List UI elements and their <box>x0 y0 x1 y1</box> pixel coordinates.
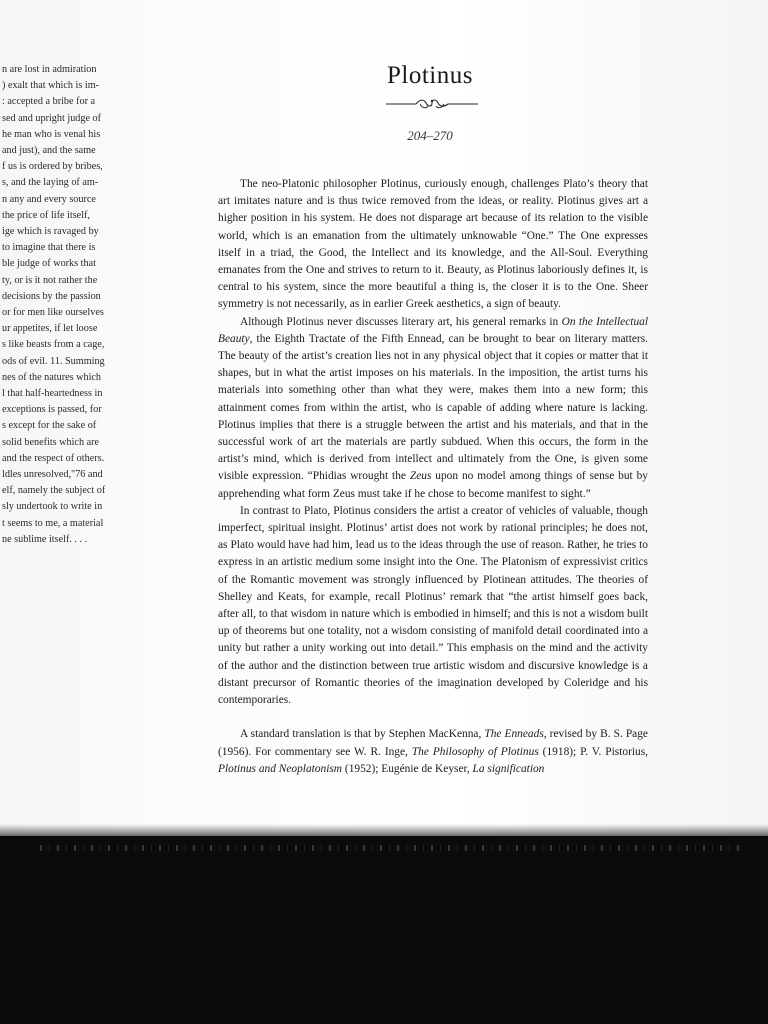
margin-text-line: sly undertook to write in <box>2 501 103 513</box>
margin-text-line: s, and the laying of am- <box>2 177 99 189</box>
margin-text-line: ige which is ravaged by <box>2 226 99 238</box>
life-dates: 204–270 <box>407 128 453 143</box>
margin-text-line: nes of the natures which <box>2 371 102 383</box>
margin-text-line: l that half-heartedness in <box>2 388 103 400</box>
margin-text-line: ldles unresolved,"76 and <box>2 469 103 481</box>
italic-title: On the Intellectual Beauty <box>218 315 649 345</box>
text-run: , the Eighth Tractate of the Fifth Ennead, can be brought to bear on literary matters. The beauty of the artist’s creation lies not in any physical object that it copies or matter that it shapes, but in what the artist imposes on his materials. In the imposition, the artist turns his materials into something other than what they were, makes them into a new form; this attainment comes from within the artist, who is capable of adding where nature is lacking. Plotinus implies that there is a struggle between the artist and his materials, and that in the successful work of art the materials are partly subdued. When this occurs, the form in the artist’s mind, which is derived from intellect and ultimately from the One, is given some visible expression. “Phidias wrought the <box>218 332 648 483</box>
text-run: (1918); P. V. Pistorius, <box>538 745 649 758</box>
margin-text-line: n any and every source <box>2 193 96 205</box>
margin-text-line: ) exalt that which is im- <box>2 80 100 92</box>
italic-title: The Philosophy of Plotinus <box>411 745 539 758</box>
body-paragraph <box>218 176 648 314</box>
margin-text-line: ty, or is it not rather the <box>2 274 98 286</box>
text-run: (1952); Eugénie de Keyser, <box>342 762 473 775</box>
bibliography-paragraph <box>218 726 648 778</box>
scan-dark-region <box>0 836 768 1024</box>
margin-text-line: solid benefits which are <box>2 436 100 448</box>
italic-title: La signification <box>472 762 545 775</box>
body-paragraph <box>218 314 648 503</box>
margin-text-line: n are lost in admiration <box>2 64 97 75</box>
margin-text-line: s except for the sake of <box>2 420 97 432</box>
text-run: , revised by B. S. Page (1956). For commentary see W. R. Inge, <box>218 728 648 758</box>
italic-title: Plotinus and Neoplatonism <box>218 762 343 775</box>
margin-text-line: he man who is venal his <box>2 128 101 140</box>
margin-text-line: and the respect of others. <box>2 452 105 464</box>
scan-artifact-strip <box>40 845 740 851</box>
margin-text-line: f us is ordered by bribes, <box>2 161 103 173</box>
margin-text-line: sed and upright judge of <box>2 112 102 124</box>
margin-text-line: the price of life itself, <box>2 209 90 221</box>
chapter-title: Plotinus <box>387 62 473 89</box>
margin-text-line: and just), and the same <box>2 145 96 157</box>
margin-text-line: elf, namely the subject of <box>2 485 106 497</box>
text-run: In contrast to Plato, Plotinus considers the artist a creator of vehicles of valuable, though imperfect, spiritual insight. Plotinus’ artist does not work by rational principles; he does not, as Plato would have had him, lead us to the ideas through the use of reason. Rather, he tries to express in an artistic medium some insight into the One. The Platonism of expressivist critics of the Romantic movement was strongly influenced by Plotinean attitudes. The theories of Shelley and Keats, for example, recall Plotinus’ remark that “the artist himself goes back, after all, to that wisdom in nature which is embodied in himself; and this is not a wisdom built up of theorems but one totality, not a wisdom consisting of manifold detail coordinated into a unity but rather a unity working out into detail.” This emphasis on the mind and the activity of the author and the distinction between true artistic wisdom and discursive knowledge is a distant precursor of Romantic theories of the imagination developed by Coleridge and his contemporaries. <box>218 504 648 707</box>
text-run: The neo-Platonic philosopher Plotinus, curiously enough, challenges Plato’s theory that art imitates nature and is thus twice removed from the ideas, or reality. Plotinus gives art a higher position in his system. He does not disparage art because of its relation to the visible world, which is an emanation from the ultimately unknowable “One.” The One expresses itself in a triad, the Good, the Intellect and its knowledge, and the All-Soul. Everything emanates from the One and strives to return to it. Beauty, as Plotinus laboriously defines it, is central to his system, since the more beautiful a thing is, the closer it is to the One. Sheer symmetry is not necessarily, as in earlier Greek aesthetics, a sign of beauty. <box>218 178 648 311</box>
margin-text-line: ne sublime itself. . . . <box>2 533 88 545</box>
facing-page-margin-text <box>2 62 120 548</box>
text-run: upon no model among things of sense but by apprehending what form Zeus must take if he chose to become manifest to sight.” <box>218 470 649 500</box>
margin-text-line: ods of evil. 11. Summing <box>2 355 105 367</box>
flourish-ornament-icon <box>386 97 478 111</box>
italic-title: Zeus <box>409 470 432 483</box>
margin-text-line: exceptions is passed, for <box>2 404 102 416</box>
body-paragraph <box>218 503 648 709</box>
essay-body <box>218 176 648 778</box>
margin-text-line: ble judge of works that <box>2 258 96 270</box>
text-run: Although Plotinus never discusses literary art, his general remarks in <box>240 315 562 328</box>
margin-text-line: s like beasts from a cage, <box>2 339 105 351</box>
margin-text-line: or for men like ourselves <box>2 307 104 319</box>
margin-text-line: : accepted a bribe for a <box>2 96 96 108</box>
margin-text-line: ur appetites, if let loose <box>2 323 98 335</box>
margin-text-line: decisions by the passion <box>2 290 101 302</box>
margin-text-line: to imagine that there is <box>2 242 96 254</box>
text-run: A standard translation is that by Stephen MacKenna, <box>240 728 485 741</box>
margin-text-line: t seems to me, a material <box>2 517 104 529</box>
italic-title: The Enneads <box>484 728 544 741</box>
